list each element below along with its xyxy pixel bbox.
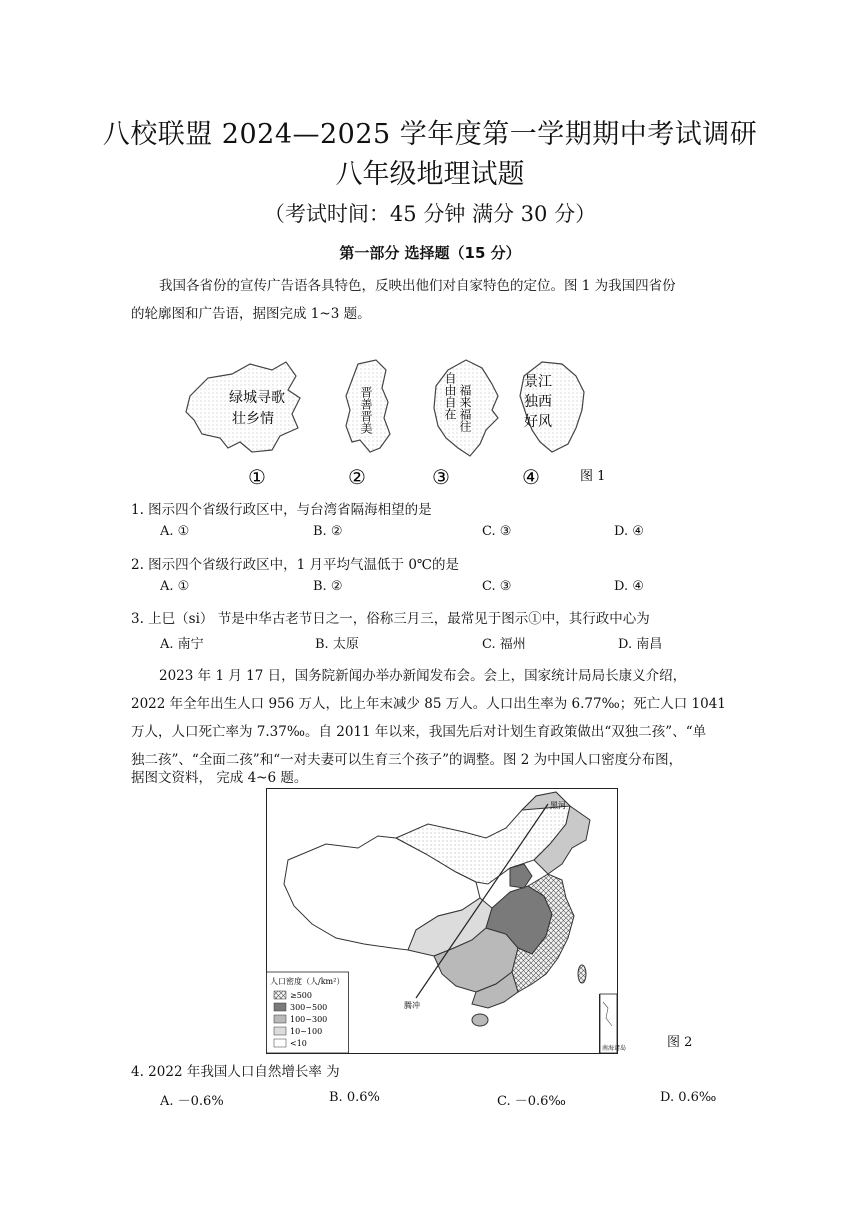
question-3-stem: 3. 上巳（si） 节是中华古老节日之一，俗称三月三，最常见于图示①中，其行政中心为 — [131, 611, 650, 627]
question-4-option-c: C. －0.6‰ — [497, 1094, 566, 1109]
exam-info: （考试时间：45 分钟 满分 30 分） — [263, 202, 597, 226]
intro2-line1: 2023 年 1 月 17 日，国务院新闻办举办新闻发布会。会上，国家统计局局长康义介绍， — [159, 668, 687, 684]
question-2-option-d: D. ④ — [614, 579, 644, 594]
question-1-option-a: A. ① — [160, 524, 190, 539]
question-2-option-c: C. ③ — [482, 579, 512, 594]
legend-swatch-10 — [274, 1027, 286, 1035]
intro1-line2: 的轮廓图和广告语，据图完成 1~3 题。 — [131, 306, 371, 322]
legend-title: 人口密度（人/km²） — [270, 977, 345, 986]
region-hainan — [472, 1014, 488, 1026]
province-1-slogan-a: 绿城寻歌 — [229, 390, 285, 406]
province-3-number: ③ — [432, 465, 450, 489]
province-3-slogan-b: 福来福往 — [458, 384, 472, 432]
question-2-stem: 2. 图示四个省级行政区中，1 月平均气温低于 0℃的是 — [131, 557, 460, 573]
province-2-number: ② — [348, 465, 366, 489]
figure1-provinces — [180, 356, 640, 491]
intro2-line2: 2022 年全年出生人口 956 万人，比上年末减少 85 万人。人口出生率为 6.77‰；死亡人口 1041 — [131, 696, 726, 712]
figure1-label: 图 1 — [580, 469, 606, 484]
legend-label-300: 300~500 — [290, 1003, 328, 1012]
province-1-number: ① — [248, 465, 266, 489]
exam-subtitle: 八年级地理试题 — [335, 159, 525, 190]
legend-label-500: ≥500 — [290, 991, 312, 1000]
inset-label: 南海诸岛 — [602, 1045, 627, 1052]
figure2-density-map — [266, 788, 627, 1054]
legend-label-100: 100~300 — [290, 1015, 328, 1024]
question-4-option-a: A. －0.6% — [160, 1094, 224, 1109]
question-1-option-d: D. ④ — [614, 524, 644, 539]
legend-label-10: 10~100 — [290, 1027, 323, 1036]
legend-label-0: <10 — [290, 1039, 307, 1048]
province-4-slogan-a: 景江 — [524, 374, 552, 390]
question-3-option-d: D. 南昌 — [618, 637, 663, 652]
province-4-slogan-b: 独西 — [524, 394, 552, 410]
question-3-option-c: C. 福州 — [482, 637, 526, 652]
province-4-number: ④ — [522, 465, 540, 489]
question-1-stem: 1. 图示四个省级行政区中，与台湾省隔海相望的是 — [131, 502, 432, 518]
province-3-slogan-a: 自由自在 — [443, 372, 457, 420]
province-2-outline — [346, 360, 390, 452]
question-2-option-a: A. ① — [160, 579, 190, 594]
intro2-line5: 据图文资料， 完成 4~6 题。 — [131, 770, 308, 786]
exam-title: 八校联盟 2024—2025 学年度第一学期期中考试调研 — [102, 119, 758, 150]
place-heihe: 黑河 — [550, 801, 566, 810]
province-2-slogan: 晋善晋美 — [359, 386, 373, 434]
province-4-outline — [520, 362, 584, 452]
question-4-stem: 4. 2022 年我国人口自然增长率 为 — [131, 1064, 340, 1080]
question-1-option-c: C. ③ — [482, 524, 512, 539]
province-1-slogan-b: 壮乡情 — [232, 411, 274, 427]
province-4-slogan-c: 好风 — [524, 414, 552, 430]
question-4-option-b: B. 0.6% — [329, 1090, 380, 1105]
figure2-label: 图 2 — [667, 1035, 693, 1050]
legend-swatch-100 — [274, 1015, 286, 1023]
intro2-line4: 独二孩”、“全面二孩”和“一对夫妻可以生育三个孩子”的调整。图 2 为中国人口密度分布图， — [131, 752, 683, 768]
intro1-line1: 我国各省份的宣传广告语各具特色，反映出他们对自家特色的定位。图 1 为我国四省份 — [159, 278, 676, 294]
place-tengchong: 腾冲 — [404, 1001, 420, 1010]
question-4-option-d: D. 0.6‰ — [660, 1090, 717, 1105]
question-3-option-a: A. 南宁 — [160, 637, 204, 652]
section-heading: 第一部分 选择题（15 分） — [339, 244, 521, 262]
intro2-line3: 万人，人口死亡率为 7.37‰。自 2011 年以来，我国先后对计划生育政策做出“双独二孩”、“单 — [131, 724, 707, 740]
province-3-outline — [434, 360, 498, 456]
legend-swatch-0 — [274, 1039, 286, 1047]
question-3-option-b: B. 太原 — [315, 637, 359, 652]
region-taiwan — [578, 965, 586, 983]
legend-swatch-300 — [274, 1003, 286, 1011]
question-2-option-b: B. ② — [313, 579, 343, 594]
question-1-option-b: B. ② — [313, 524, 343, 539]
province-1-outline — [186, 362, 300, 452]
legend-swatch-500 — [274, 991, 286, 999]
